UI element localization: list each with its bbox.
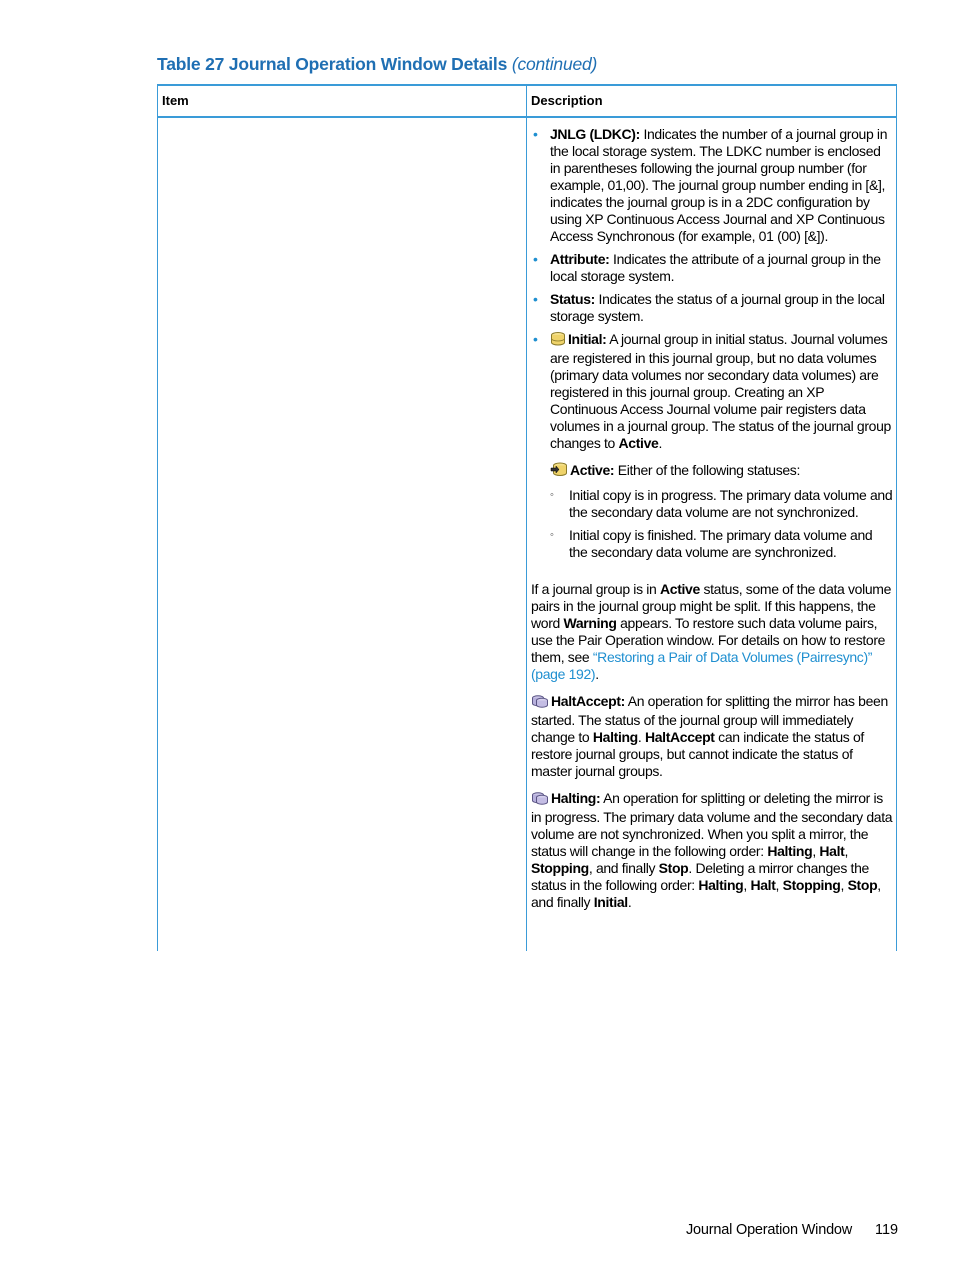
halting-comma-5: , <box>840 877 848 893</box>
halt-status-icon <box>531 791 549 809</box>
halting-paragraph <box>531 790 893 911</box>
halting-comma-1: , <box>812 843 820 859</box>
bullet-icon: • <box>533 291 538 307</box>
details-table <box>157 84 897 951</box>
halting-bold-1: Halting <box>767 843 813 859</box>
halt-status-icon <box>531 694 549 712</box>
restoring-pair-link[interactable]: “Restoring a Pair of Data Volumes (Pairresync)” (page 192) <box>531 649 873 682</box>
text-jnlg: Indicates the number of a journal group in the local storage system. The LDKC number is enclosed in parentheses following the journal group number (for example, 01,00). The journal group number ending in [&], indicates the journal group is in a 2DC configuration by using XP Continuous Access Journal and XP Continuous Access Synchronous (for example, 01 (00) [&]). <box>550 126 888 244</box>
halting-comma-4: , <box>775 877 783 893</box>
halting-bold-3: Stopping <box>531 860 589 876</box>
initial-period: . <box>658 435 663 451</box>
warning-active-word: Active <box>660 581 700 597</box>
term-active: Active: <box>570 462 615 478</box>
halting-bold-5: Halting <box>698 877 744 893</box>
term-attribute: Attribute: <box>550 251 610 267</box>
haltaccept-text-2: . <box>637 729 645 745</box>
list-item-initial <box>531 331 893 561</box>
halting-comma-2: , <box>844 843 849 859</box>
sub-bullet-icon: ◦ <box>550 529 554 541</box>
bullet-icon: • <box>533 126 538 142</box>
list-item-attribute <box>531 251 893 285</box>
active-item-2: Initial copy is finished. The primary data volume and the secondary data volume are synchronized. <box>569 527 873 560</box>
halting-text-3: . Deleting a mirror changes the status in the following order: <box>531 860 869 893</box>
sub-bullet-icon: ◦ <box>550 489 554 501</box>
page-number: 119 <box>875 1222 899 1238</box>
halting-text-4: , and finally <box>531 877 881 910</box>
list-item-status <box>531 291 893 325</box>
header-description: Description <box>531 93 603 108</box>
halting-bold-6: Halt <box>750 877 776 893</box>
haltaccept-halting-word: Halting <box>592 729 638 745</box>
term-status: Status: <box>550 291 595 307</box>
haltaccept-word: HaltAccept <box>644 729 715 745</box>
caption-label: Table 27 Journal Operation Window Details <box>157 54 508 74</box>
warning-text-3: appears. To restore such data volume pairs, use the Pair Operation window. For details on how to restore them, see <box>531 615 886 665</box>
table-top-rule <box>157 84 897 86</box>
haltaccept-text-1: An operation for splitting the mirror has been started. The status of the journal group will immediately change to <box>531 693 888 745</box>
sub-list-item <box>550 527 893 561</box>
table-right-rule <box>896 84 897 951</box>
bullet-icon: • <box>533 251 538 267</box>
table-column-rule <box>526 84 527 951</box>
table-header-rule <box>157 116 897 118</box>
halting-text-2: , and finally <box>588 860 659 876</box>
initial-active-word: Active <box>618 435 659 451</box>
halting-bold-8: Stop <box>847 877 878 893</box>
term-initial: Initial: <box>568 331 607 347</box>
warning-paragraph <box>531 581 893 683</box>
table-left-rule <box>157 84 158 951</box>
footer-title: Journal Operation Window <box>686 1222 853 1238</box>
warning-text-2: status, some of the data volume pairs in the journal group might be split. If this happens, the word <box>531 581 892 631</box>
term-halting: Halting: <box>551 790 601 806</box>
halting-text-5: . <box>627 894 632 910</box>
halting-text-1: An operation for splitting or deleting the mirror is in progress. The primary data volume and the secondary data volume are not synchronized. When you split a mirror, the status will change in the following order: <box>531 790 893 859</box>
haltaccept-paragraph <box>531 693 893 780</box>
header-item: Item <box>162 93 189 108</box>
active-item-1: Initial copy is in progress. The primary data volume and the secondary data volume are not synchronized. <box>569 487 893 520</box>
halting-bold-7: Stopping <box>782 877 841 893</box>
halting-bold-9: Initial <box>593 894 628 910</box>
warning-word: Warning <box>563 615 617 631</box>
description-cell <box>531 126 893 921</box>
text-attribute: Indicates the attribute of a journal group in the local storage system. <box>550 251 881 284</box>
warning-text-4: . <box>595 666 599 682</box>
halting-comma-3: , <box>743 877 751 893</box>
database-icon <box>550 332 566 350</box>
halting-bold-2: Halt <box>819 843 845 859</box>
text-initial: A journal group in initial status. Journal volumes are registered in this journal group, but no data volumes (primary data volumes nor secondary data volumes) are registered in this journal group. Creating an XP Continuous Access Journal volume pair registers data volumes in a journal group. The status of the journal group changes to <box>550 331 891 451</box>
active-status-line <box>550 462 893 481</box>
halting-bold-4: Stop <box>658 860 689 876</box>
term-jnlg: JNLG (LDKC): <box>550 126 640 142</box>
text-active: Either of the following statuses: <box>614 462 800 478</box>
haltaccept-text-3: can indicate the status of restore journal groups, but cannot indicate the status of master journal groups. <box>531 729 864 779</box>
caption-continued: (continued) <box>511 54 598 74</box>
active-status-icon <box>550 462 568 481</box>
bullet-icon: • <box>533 331 538 347</box>
list-item-jnlg <box>531 126 893 245</box>
text-status: Indicates the status of a journal group in the local storage system. <box>550 291 885 324</box>
table-caption <box>157 54 597 75</box>
sub-list-item <box>550 487 893 521</box>
warning-text-1: If a journal group is in <box>531 581 660 597</box>
term-haltaccept: HaltAccept: <box>551 693 625 709</box>
